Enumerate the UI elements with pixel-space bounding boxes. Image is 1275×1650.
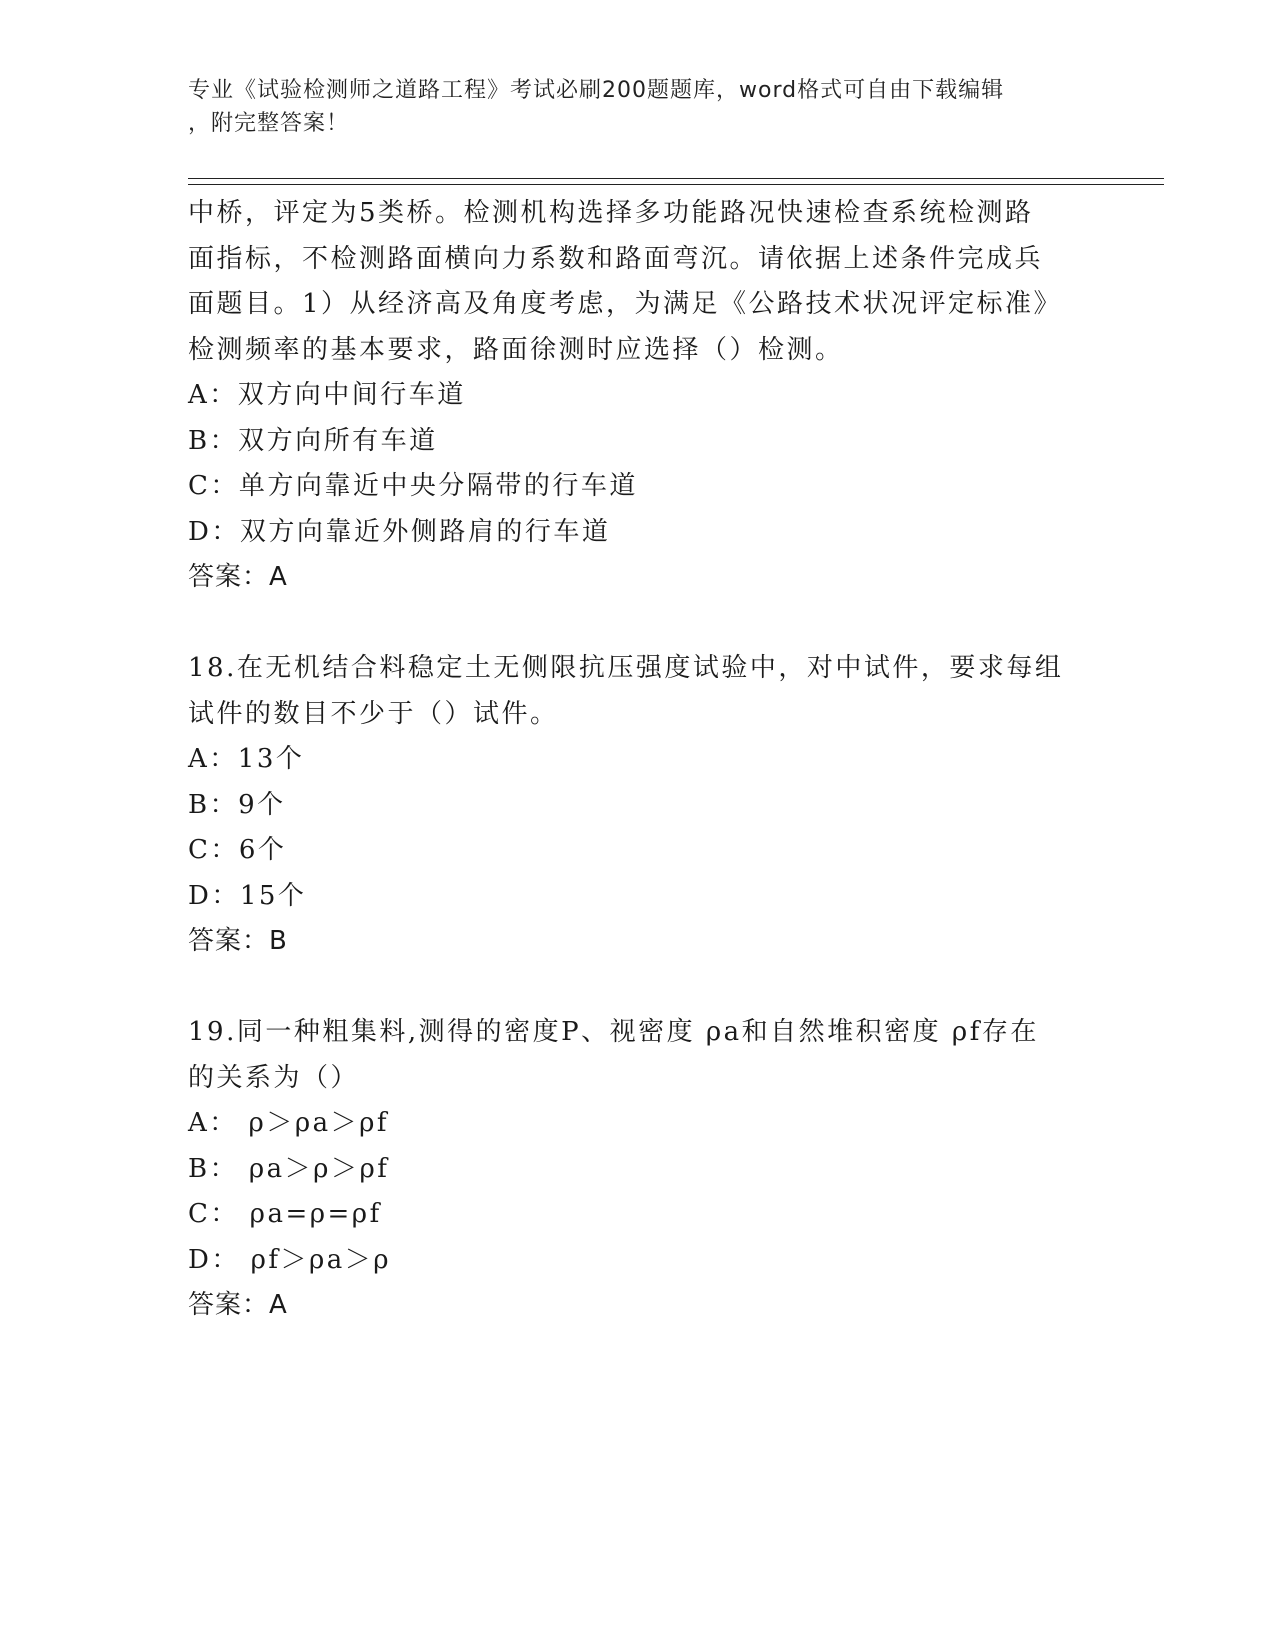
question-17 bbox=[188, 191, 1088, 601]
option-b: B：双方向所有车道 bbox=[188, 425, 438, 456]
question-19 bbox=[188, 1010, 1088, 1329]
option-d: D：15个 bbox=[188, 880, 307, 911]
question-stem-line: 18.在无机结合料稳定土无侧限抗压强度试验中，对中试件，要求每组 bbox=[188, 653, 1064, 683]
document-body bbox=[188, 191, 1088, 1329]
option-a: A： ρ＞ρa＞ρf bbox=[188, 1108, 390, 1138]
header-title-line-2: ，附完整答案！ bbox=[188, 111, 350, 136]
question-stem-line: 面题目。1）从经济高及角度考虑，为满足《公路技术状况评定标准》 bbox=[188, 289, 1063, 319]
option-d: D：双方向靠近外侧路肩的行车道 bbox=[188, 516, 611, 547]
question-stem-line: 中桥，评定为5类桥。检测机构选择多功能路况快速检查系统检测路 bbox=[188, 198, 1034, 228]
question-18 bbox=[188, 646, 1088, 965]
option-c: C： ρa=ρ=ρf bbox=[188, 1199, 382, 1229]
header-divider-bottom bbox=[188, 184, 1164, 185]
spacer bbox=[188, 601, 1088, 647]
question-stem-line: 面指标，不检测路面横向力系数和路面弯沉。请依据上述条件完成兵 bbox=[188, 243, 1044, 274]
spacer bbox=[188, 965, 1088, 1011]
question-stem-line: 检测频率的基本要求，路面徐测时应选择（）检测。 bbox=[188, 334, 844, 365]
answer-line: 答案：B bbox=[188, 926, 288, 956]
answer-line: 答案：A bbox=[188, 562, 288, 592]
option-a: A：13个 bbox=[188, 744, 305, 774]
option-c: C：单方向靠近中央分隔带的行车道 bbox=[188, 471, 638, 501]
question-stem-line: 19.同一种粗集料,测得的密度P、视密度 ρa和自然堆积密度 ρf存在 bbox=[188, 1017, 1039, 1047]
answer-line: 答案：A bbox=[188, 1290, 288, 1320]
option-d: D： ρf＞ρa＞ρ bbox=[188, 1244, 392, 1275]
question-stem-line: 试件的数目不少于（）试件。 bbox=[188, 698, 559, 729]
option-c: C：6个 bbox=[188, 835, 287, 865]
question-stem-line: 的关系为（） bbox=[188, 1062, 360, 1093]
option-b: B： ρa＞ρ＞ρf bbox=[188, 1153, 390, 1184]
header-divider-top bbox=[188, 178, 1164, 179]
option-b: B：9个 bbox=[188, 789, 286, 820]
option-a: A：双方向中间行车道 bbox=[188, 380, 466, 410]
header-title-line: 专业《试验检测师之道路工程》考试必刷200题题库，word格式可自由下载编辑 bbox=[188, 78, 1005, 103]
page-header bbox=[188, 74, 1088, 140]
